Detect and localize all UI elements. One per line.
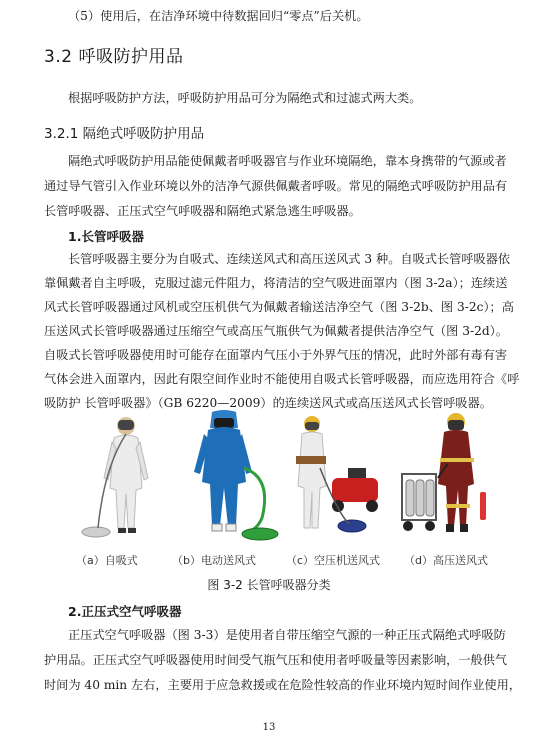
figure-caption-a: （a）自吸式 (76, 554, 138, 567)
figure-caption-b: （b）电动送风式 (172, 554, 256, 567)
figure-3-2 (44, 408, 496, 543)
paragraph-line: 气体会进入面罩内，因此有限空间作业时不能使用自吸式长管呼吸器，而应选用符合《呼 (44, 372, 520, 386)
figure-title: 图 3-2 长管呼吸器分类 (207, 578, 331, 592)
paragraph-line: 长管呼吸器主要分为自吸式、连续送风式和高压送风式 3 种。自吸式长管呼吸器依 (68, 252, 511, 266)
paragraph-line: 隔绝式呼吸防护用品能使佩戴者呼吸器官与作业环境隔绝，靠本身携带的气源或者 (68, 154, 507, 168)
subsection-title: 3.2.1 隔绝式呼吸防护用品 (44, 126, 205, 142)
heading-long-tube-respirator: 1.长管呼吸器 (68, 229, 144, 244)
paragraph-line: 自吸式长管呼吸器使用时可能存在面罩内气压小于外界气压的情况，此时外部有毒有害 (44, 348, 508, 362)
self-suction-respirator-image (74, 408, 174, 543)
figure-caption-d: （d）高压送风式 (404, 554, 488, 567)
paragraph-line: 正压式空气呼吸器（图 3-3）是使用者自带压缩空气源的一种正压式隔绝式呼吸防 (68, 628, 506, 642)
paragraph-line: 长管呼吸器、正压式空气呼吸器和隔绝式紧急逃生呼吸器。 (44, 204, 361, 218)
page-number: 13 (262, 722, 276, 733)
air-compressor-respirator-image (290, 408, 390, 543)
paragraph-line: 靠佩戴者自主呼吸，克服过滤元件阻力，将清洁的空气吸进面罩内（图 3-2a）；连续送 (44, 276, 508, 290)
figure-caption-c: （c）空压机送风式 (286, 554, 381, 567)
paragraph-line: 吸防护 长管呼吸器》（GB 6220—2009）的连续送风式或高压送风式长管呼吸器。 (44, 396, 492, 410)
high-pressure-respirator-image (398, 408, 498, 543)
heading-positive-pressure-respirator: 2.正压式空气呼吸器 (68, 604, 182, 619)
paragraph-line: 风式长管呼吸器通过风机或空压机供气为佩戴者输送洁净空气（图 3-2b、图 3-2c）；高 (44, 300, 514, 314)
paragraph-line: 护用品。正压式空气呼吸器使用时间受气瓶气压和使用者呼吸量等因素影响，一般供气 (44, 653, 508, 667)
paragraph-line: 通过导气管引入作业环境以外的洁净气源供佩戴者呼吸。常见的隔绝式呼吸防护用品有 (44, 179, 508, 193)
intro-line: （5）使用后，在洁净环境中待数据回归“零点”后关机。 (68, 9, 369, 23)
section-title: 3.2 呼吸防护用品 (44, 47, 184, 67)
paragraph-line: 时间为 40 min 左右，主要用于应急救援或在危险性较高的作业环境内短时间作业使用， (44, 678, 521, 692)
paragraph-line: 压送风式长管呼吸器通过压缩空气或高压气瓶供气为佩戴者提供洁净空气（图 3-2d）。 (44, 324, 508, 338)
section-intro: 根据呼吸防护方法，呼吸防护用品可分为隔绝式和过滤式两大类。 (68, 91, 422, 105)
electric-blower-respirator-image (182, 408, 282, 543)
